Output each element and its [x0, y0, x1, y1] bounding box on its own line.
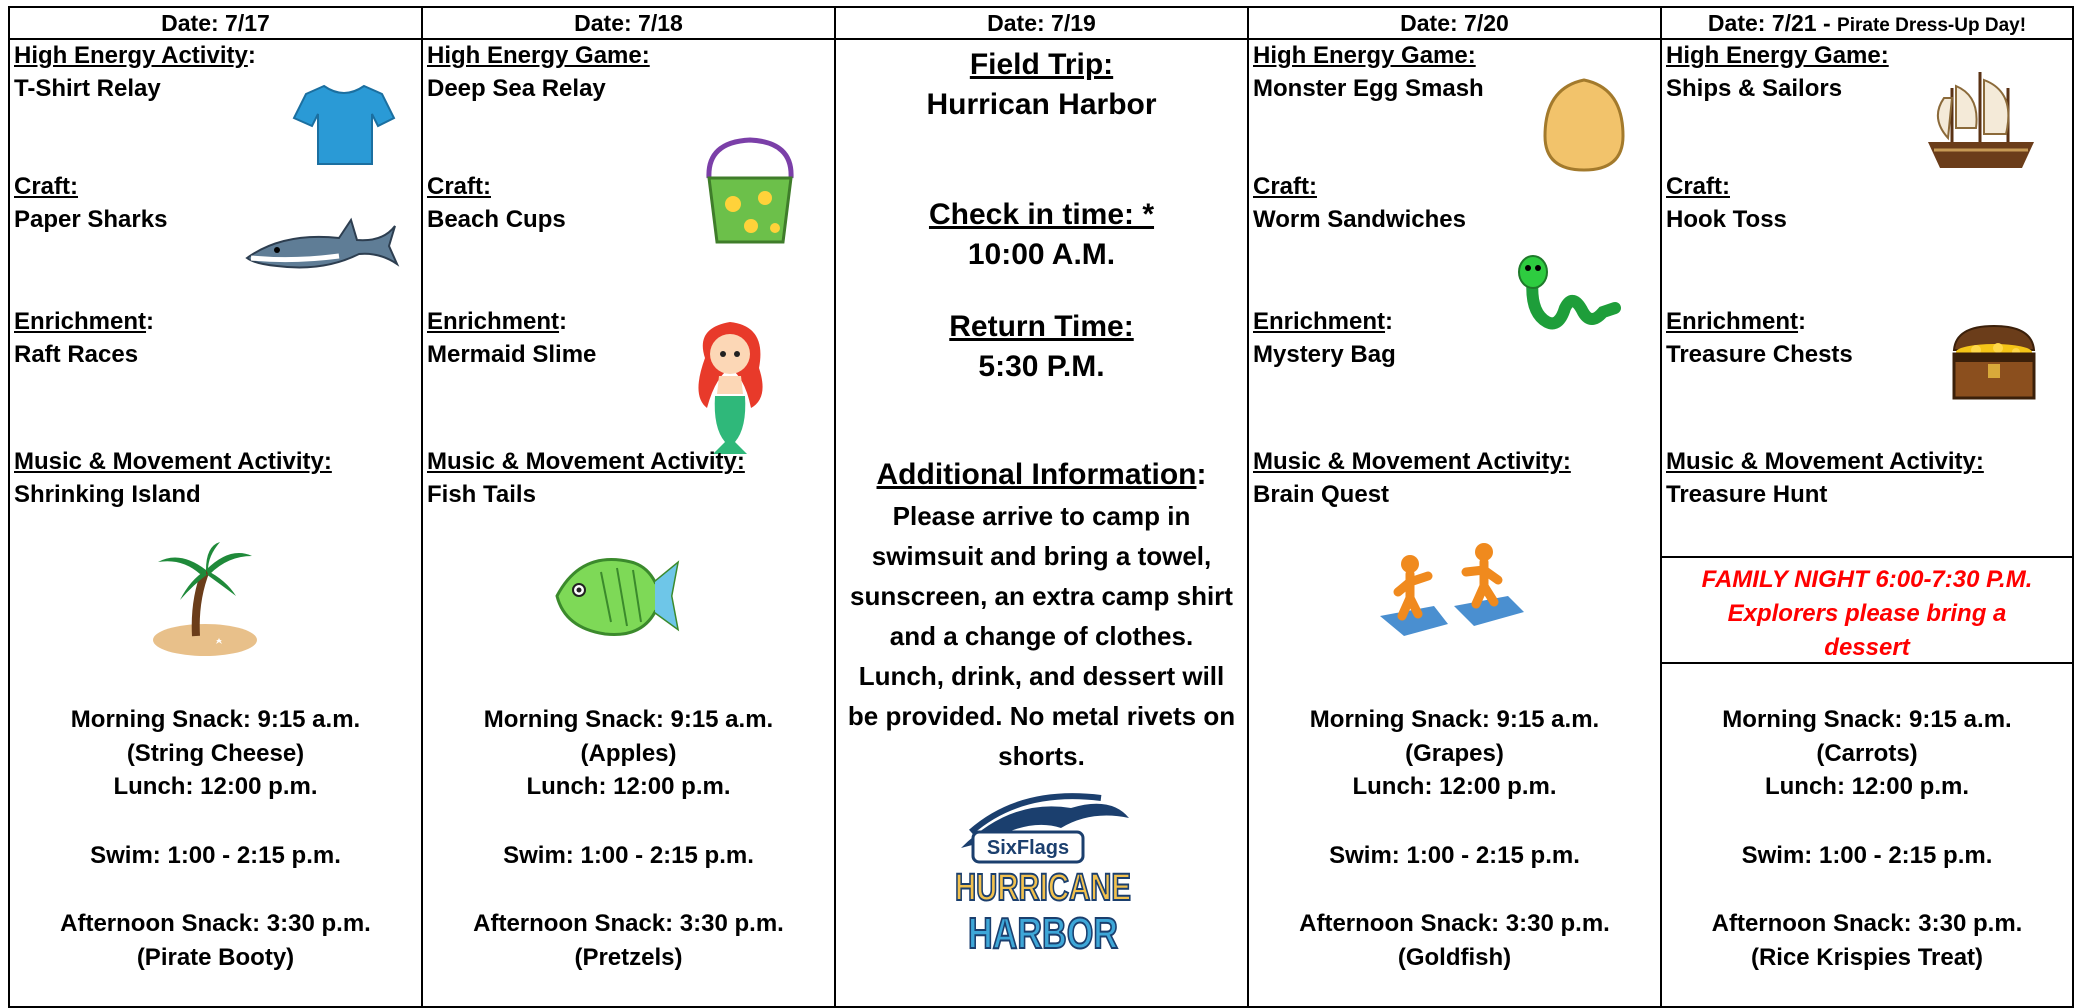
activity-item: Monster Egg Smash: [1253, 75, 1484, 102]
cat1-label: High Energy Game:: [427, 42, 650, 69]
cat3-text: Enrichment: [1253, 308, 1386, 335]
afternoon-snack: Afternoon Snack: 3:30 p.m.: [60, 910, 371, 937]
lunch-time: Lunch: 12:00 p.m.: [113, 773, 318, 800]
music-item: Shrinking Island: [14, 481, 201, 508]
palm-island-icon: [150, 540, 260, 658]
cat3-label: [1666, 308, 1806, 336]
logo-six-flags-text: SixFlags: [986, 837, 1070, 859]
craft-item: Hook Toss: [1666, 206, 1787, 233]
checkin-label: Check in time: *: [928, 198, 1155, 231]
craft-label: Craft:: [427, 173, 491, 200]
enrichment-item: Mermaid Slime: [427, 341, 597, 368]
six-flags-hurricane-harbor-logo: [951, 788, 1135, 968]
cat3-colon: :: [1798, 308, 1807, 335]
info-label-colon: :: [1196, 458, 1207, 491]
fish-icon: [551, 542, 681, 646]
music-label: Music & Movement Activity:: [14, 448, 332, 475]
family-night-line-3: dessert: [1824, 634, 1910, 661]
cat3-colon: :: [146, 308, 155, 335]
date-header-7-17: Date: 7/17: [10, 8, 423, 40]
cat3-label: [1253, 308, 1393, 336]
craft-item: Beach Cups: [427, 206, 566, 233]
info-text: Please arrive to camp in swimsuit and bring a towel, sunscreen, an extra camp shirt and a change of clothes. Lunch, drink, and dessert will be provided. No metal rivets on shorts.: [847, 501, 1236, 771]
morning-snack: Morning Snack: 9:15 a.m.: [70, 706, 361, 733]
morning-snack-food: (Grapes): [1405, 740, 1504, 767]
cat1-colon: :: [247, 42, 256, 69]
afternoon-snack-food: (Goldfish): [1397, 944, 1512, 971]
morning-snack: Morning Snack: 9:15 a.m.: [483, 706, 774, 733]
date-header-7-20: Date: 7/20: [1249, 8, 1662, 40]
lunch-time: Lunch: 12:00 p.m.: [1352, 773, 1557, 800]
music-label: Music & Movement Activity:: [427, 448, 745, 475]
music-item: Treasure Hunt: [1666, 481, 1828, 508]
lunch-time: Lunch: 12:00 p.m.: [526, 773, 731, 800]
family-night-divider-top: [1662, 556, 2072, 558]
field-trip-label: Field Trip:: [969, 48, 1114, 81]
music-label: Music & Movement Activity:: [1666, 448, 1984, 475]
day-column-7-21: [1662, 40, 2072, 1006]
afternoon-snack: Afternoon Snack: 3:30 p.m.: [473, 910, 784, 937]
craft-item: Worm Sandwiches: [1253, 206, 1466, 233]
date-header-7-21: [1662, 8, 2072, 40]
date-7-21-label: Date: 7/21 -: [1707, 10, 1838, 36]
field-trip-place: Hurrican Harbor: [926, 88, 1157, 121]
lunch-time: Lunch: 12:00 p.m.: [1764, 773, 1970, 800]
swim-time: Swim: 1:00 - 2:15 p.m.: [1329, 842, 1580, 869]
activity-item: Deep Sea Relay: [427, 75, 606, 102]
shark-icon: [243, 212, 399, 274]
enrichment-item: Treasure Chests: [1666, 341, 1853, 368]
return-time: 5:30 P.M.: [978, 350, 1105, 383]
day-column-7-20: [1249, 40, 1662, 1006]
afternoon-snack-food: (Pretzels): [574, 944, 683, 971]
activity-item: T-Shirt Relay: [14, 75, 161, 102]
camp-schedule-table: [8, 6, 2074, 1008]
swim-time: Swim: 1:00 - 2:15 p.m.: [1741, 842, 1993, 869]
morning-snack-food: (Carrots): [1816, 740, 1918, 767]
checkin-time: 10:00 A.M.: [967, 238, 1116, 271]
family-night-line-1: FAMILY NIGHT 6:00-7:30 P.M.: [1701, 566, 2033, 593]
puzzle-people-icon: [1374, 536, 1530, 640]
cat1-label: [14, 42, 256, 70]
day-column-7-19: [836, 40, 1249, 1006]
afternoon-snack: Afternoon Snack: 3:30 p.m.: [1299, 910, 1610, 937]
day-column-7-18: [423, 40, 836, 1006]
craft-label: Craft:: [1253, 173, 1317, 200]
date-header-7-18: Date: 7/18: [423, 8, 836, 40]
afternoon-snack-food: (Rice Krispies Treat): [1750, 944, 1984, 971]
egg-icon: [1541, 76, 1627, 174]
afternoon-snack: Afternoon Snack: 3:30 p.m.: [1711, 910, 2023, 937]
info-label-text: Additional Information: [876, 458, 1197, 491]
morning-snack-food: (Apples): [580, 740, 677, 767]
day-column-7-17: [10, 40, 423, 1006]
cat1-text: High Energy Activity: [14, 42, 248, 69]
cat3-text: Enrichment: [1666, 308, 1799, 335]
return-label: Return Time:: [949, 310, 1134, 343]
morning-snack: Morning Snack: 9:15 a.m.: [1309, 706, 1600, 733]
swim-time: Swim: 1:00 - 2:15 p.m.: [503, 842, 754, 869]
logo-hurricane-text: HURRICANE: [955, 867, 1131, 909]
info-label: [836, 458, 1247, 492]
logo-harbor-text: HARBOR: [968, 909, 1118, 958]
treasure-chest-icon: [1946, 320, 2042, 404]
cat3-label: [14, 308, 154, 336]
activity-item: Ships & Sailors: [1666, 75, 1843, 102]
cat1-label: High Energy Game:: [1253, 42, 1476, 69]
cat3-text: Enrichment: [14, 308, 147, 335]
family-night-divider-bottom: [1662, 662, 2072, 664]
enrichment-item: Raft Races: [14, 341, 139, 368]
cat3-label: [427, 308, 567, 336]
cat1-label: High Energy Game:: [1666, 42, 1889, 69]
worm-icon: [1515, 252, 1621, 332]
afternoon-snack-food: (Pirate Booty): [136, 944, 295, 971]
cat3-text: Enrichment: [427, 308, 560, 335]
craft-label: Craft:: [14, 173, 78, 200]
music-item: Fish Tails: [427, 481, 536, 508]
pirate-ship-icon: [1926, 68, 2036, 172]
pirate-day-note: Pirate Dress-Up Day!: [1837, 15, 2027, 36]
craft-label: Craft:: [1666, 173, 1730, 200]
swim-time: Swim: 1:00 - 2:15 p.m.: [90, 842, 341, 869]
t-shirt-icon: [294, 82, 394, 166]
music-label: Music & Movement Activity:: [1253, 448, 1571, 475]
cat3-colon: :: [559, 308, 568, 335]
enrichment-item: Mystery Bag: [1253, 341, 1396, 368]
bucket-icon: [703, 138, 797, 246]
morning-snack-food: (String Cheese): [126, 740, 305, 767]
music-item: Brain Quest: [1253, 481, 1390, 508]
date-header-7-19: Date: 7/19: [836, 8, 1249, 40]
mermaid-icon: [685, 318, 775, 456]
family-night-line-2: Explorers please bring a: [1727, 600, 2007, 627]
cat3-colon: :: [1385, 308, 1394, 335]
craft-item: Paper Sharks: [14, 206, 168, 233]
morning-snack: Morning Snack: 9:15 a.m.: [1722, 706, 2012, 733]
